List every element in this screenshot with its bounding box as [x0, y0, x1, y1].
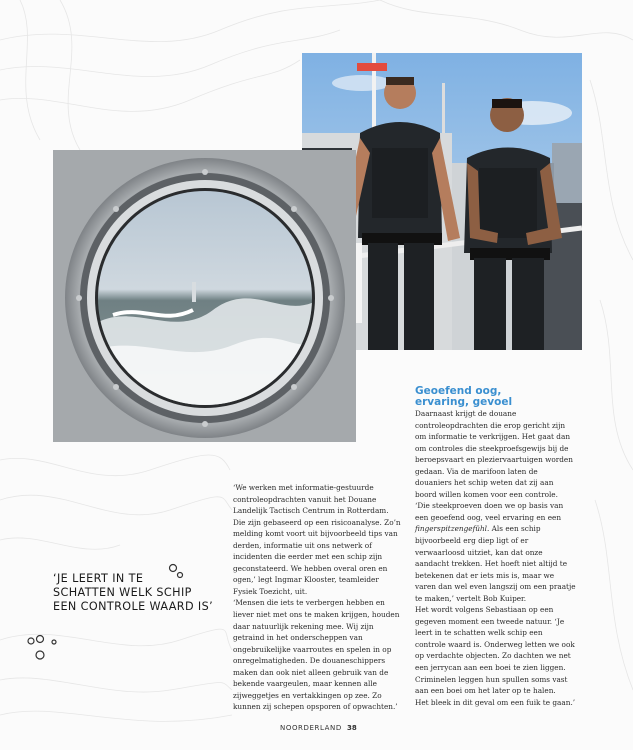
- body-line-rest: Als een schip: [489, 524, 541, 534]
- body-line: controleopdrachten vanuit het Douane: [233, 494, 377, 504]
- body-column-2: [415, 408, 590, 708]
- body-line: een jerrycan aan een boei te zien liggen.: [415, 663, 566, 673]
- body-column-1: [233, 482, 405, 713]
- body-line: douaniers het schip weten dat zij aan: [415, 478, 554, 488]
- pull-quote-line: EEN CONTROLE WAARD IS’: [53, 600, 214, 613]
- body-line: boord willen komen voor een controle.: [415, 489, 558, 499]
- body-line: daar natuurlijk rekening mee. Wij zijn: [233, 621, 374, 631]
- porthole-photo: [53, 150, 356, 442]
- body-line: geconstateerd. We hebben overal oren en: [233, 563, 388, 573]
- body-line: varen dan wel even langszij om een praatje: [415, 582, 576, 592]
- body-line: incidenten die eerder met een schip zijn: [233, 552, 383, 562]
- body-line: getraind in het onderscheppen van: [233, 633, 363, 643]
- body-line: ongebruikelijke vaarroutes en spelen in op: [233, 644, 392, 654]
- body-line: bijvoorbeeld erg diep ligt of er: [415, 536, 529, 546]
- publication-name: NOORDERLAND: [280, 724, 342, 732]
- body-line: een geoefend oog, veel ervaring en een: [415, 512, 562, 522]
- body-line: Fysiek Toezicht, uit.: [233, 586, 308, 596]
- italic-term: fingerspitzengefühl.: [415, 524, 490, 534]
- pull-quote-line: ‘JE LEERT IN TE: [53, 572, 144, 585]
- body-line: onregelmatigheden. De douaneschippers: [233, 656, 386, 666]
- decorative-bubbles-icon: [26, 634, 62, 664]
- body-line: derden, informatie uit ons netwerk of: [233, 540, 372, 550]
- body-line: leert in te schatten welk schip een: [415, 628, 543, 638]
- body-line: Landelijk Tactisch Centrum in Rotterdam.: [233, 506, 389, 516]
- pull-quote: [53, 572, 213, 614]
- body-line: maken dan ook niet alleen gebruik van de: [233, 667, 389, 677]
- body-line: verwaarloosd uitziet, kan dat onze: [415, 547, 543, 557]
- body-line: ogen,’ legt Ingmar Klooster, teamleider: [233, 575, 379, 585]
- body-line: op verdachte objecten. Zo dachten we net: [415, 651, 571, 661]
- body-line: bekende vaargeulen, maar kennen alle: [233, 679, 377, 689]
- body-line: aan een boei om het later op te halen.: [415, 686, 556, 696]
- body-line: Het wordt volgens Sebastiaan op een: [415, 605, 554, 615]
- body-line: controleopdrachten die erop gericht zijn: [415, 420, 566, 430]
- body-line: om informatie te verkrijgen. Het gaat dan: [415, 432, 571, 442]
- body-line: beroepsvaart en pleziervaartuigen worden: [415, 455, 573, 465]
- section-subheading: [415, 386, 585, 408]
- porthole-illustration: [53, 150, 356, 442]
- body-line: liever niet met ons te maken krijgen, houden: [233, 610, 400, 620]
- subheading-line: Geoefend oog,: [415, 385, 502, 397]
- body-line: betekenen dat er iets mis is, maar we: [415, 570, 555, 580]
- pull-quote-line: SCHATTEN WELK SCHIP: [53, 586, 192, 599]
- body-line: controle waard is. Onderweg letten we ook: [415, 639, 575, 649]
- body-line: ‘Die steekproeven doen we op basis van: [415, 501, 564, 511]
- body-line: te maken,’ vertelt Bob Kuiper.: [415, 593, 527, 603]
- body-line: melding komt voort uit bijvoorbeeld tips van: [233, 529, 398, 539]
- body-line: gegeven moment een tweede natuur. ‘Je: [415, 616, 565, 626]
- body-line: om controles die steekproefsgewijs bij de: [415, 443, 569, 453]
- page-footer: [0, 722, 633, 736]
- page-number: 38: [347, 724, 357, 732]
- body-line: ‘Mensen die iets te verbergen hebben en: [233, 598, 385, 608]
- body-line: Die zijn gebaseerd op een risicoanalyse. Zo’n: [233, 517, 401, 527]
- body-line: gedaan. Via de marifoon laten de: [415, 466, 538, 476]
- body-line: Het bleek in dit geval om een fuik te gaan.’: [415, 697, 576, 707]
- subheading-line: ervaring, gevoel: [415, 396, 513, 408]
- body-line: kunnen zij schepen opsporen of opwachten.’: [233, 702, 398, 712]
- body-line: Daarnaast krijgt de douane: [415, 409, 517, 418]
- body-line: aandacht trekken. Het hoeft niet altijd te: [415, 559, 568, 569]
- body-line-with-italic: [415, 523, 590, 535]
- body-line: ‘We werken met informatie-gestuurde: [233, 483, 374, 492]
- body-line: zijweggetjes en vertakkingen op zee. Zo: [233, 690, 382, 700]
- body-line: Criminelen leggen hun spullen soms vast: [415, 674, 568, 684]
